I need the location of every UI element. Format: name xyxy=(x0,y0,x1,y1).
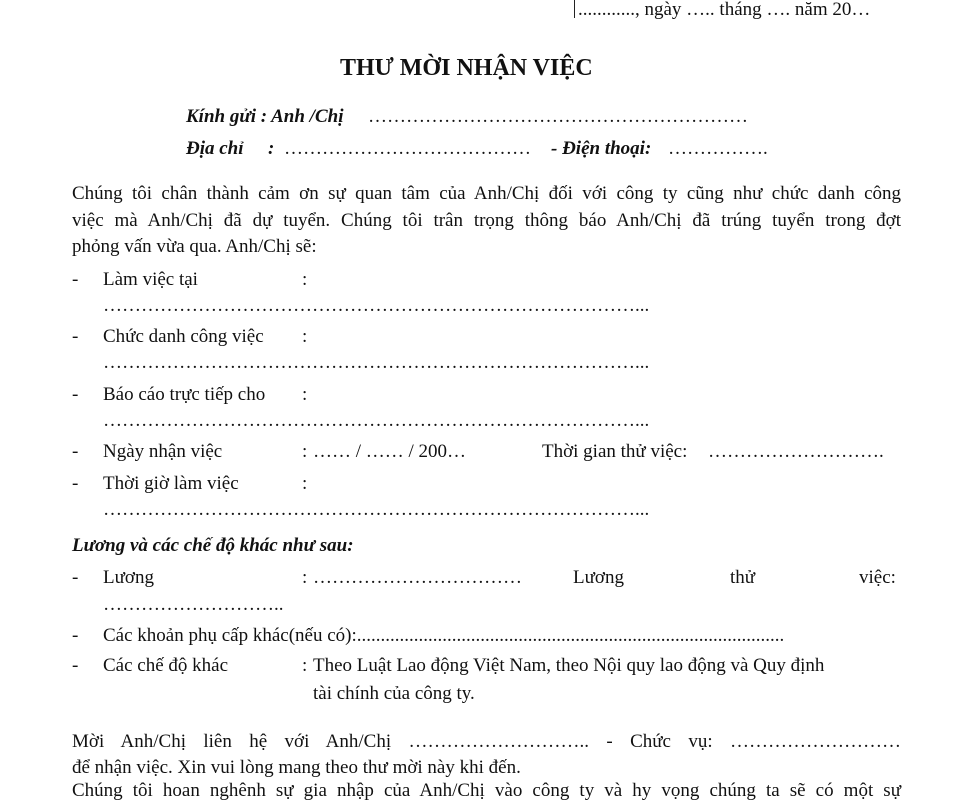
other-benefits-value-2: tài chính của công ty. xyxy=(313,683,475,704)
start-date-label: Ngày nhận việc xyxy=(103,441,223,462)
bullet-dash: - xyxy=(72,473,79,494)
workplace-dots: …………………………………………………………………………... xyxy=(103,295,650,316)
bullet-dash: - xyxy=(72,326,79,347)
report-to-label: Báo cáo trực tiếp cho xyxy=(103,384,266,405)
contact-line-1: Mời Anh/Chị liên hệ với Anh/Chị ……………………….. - Chức vụ: ……………………… xyxy=(72,731,901,752)
bullet-dash: - xyxy=(72,269,79,290)
probation-salary-word-2: thử xyxy=(730,567,756,588)
salary-label: Lương xyxy=(103,567,154,588)
intro-line-3: phỏng vấn vừa qua. Anh/Chị sẽ: xyxy=(72,236,317,257)
contact-line-2: để nhận việc. Xin vui lòng mang theo thư mời này khi đến. xyxy=(72,757,521,778)
hours-colon: : xyxy=(302,473,308,494)
bullet-dash: - xyxy=(72,567,79,588)
salary-dots: …………………………… xyxy=(313,567,522,588)
probation-salary-word-1: Lương xyxy=(573,567,624,588)
hours-label: Thời giờ làm việc xyxy=(103,473,239,494)
probation-dots: ………………………. xyxy=(708,441,884,462)
other-benefits-label: Các chế độ khác xyxy=(103,655,229,676)
job-title-colon: : xyxy=(302,326,308,347)
salary-heading: Lương và các chế độ khác như sau: xyxy=(72,535,354,556)
probation-label: Thời gian thử việc: xyxy=(542,441,688,462)
hours-dots: …………………………………………………………………………... xyxy=(103,499,650,520)
job-title-dots: …………………………………………………………………………... xyxy=(103,352,650,373)
job-title-label: Chức danh công việc xyxy=(103,326,264,347)
phone-dots: ……………. xyxy=(668,138,768,159)
bullet-dash: - xyxy=(72,384,79,405)
workplace-colon: : xyxy=(302,269,308,290)
bullet-dash: - xyxy=(72,625,79,646)
address-dots: ………………………………… xyxy=(284,138,531,159)
date-line: ............, ngày ….. tháng …. năm 20… xyxy=(578,0,871,20)
other-benefits-value-1: Theo Luật Lao động Việt Nam, theo Nội quy lao động và Quy định xyxy=(313,655,825,676)
recipient-dots: …………………………………………………… xyxy=(368,106,748,127)
address-label: Địa chỉ xyxy=(186,138,244,159)
document-title: THƯ MỜI NHẬN VIỆC xyxy=(340,55,593,81)
bullet-dash: - xyxy=(72,655,79,676)
probation-salary-word-3: việc: xyxy=(859,567,896,588)
allowance-line: Các khoản phụ cấp khác(nếu có):.......................................................................................... xyxy=(103,625,785,646)
report-to-dots: …………………………………………………………………………... xyxy=(103,410,650,431)
intro-line-2: việc mà Anh/Chị đã dự tuyển. Chúng tôi trân trọng thông báo Anh/Chị đã trúng tuyển trong đợt xyxy=(72,210,901,231)
salary-colon: : xyxy=(302,567,308,588)
start-date-value: …… / …… / 200… xyxy=(313,441,467,462)
probation-salary-dots: ……………………….. xyxy=(103,594,284,615)
intro-line-1: Chúng tôi chân thành cảm ơn sự quan tâm của Anh/Chị đối với công ty cũng như chức danh công xyxy=(72,183,901,204)
workplace-label: Làm việc tại xyxy=(103,269,198,290)
start-date-colon: : xyxy=(302,441,308,462)
other-benefits-colon: : xyxy=(302,655,308,676)
phone-label: - Điện thoại: xyxy=(551,138,652,159)
report-to-colon: : xyxy=(302,384,308,405)
contact-line-3: Chúng tôi hoan nghênh sự gia nhập của Anh/Chị vào công ty và hy vọng chúng ta sẽ có một sự xyxy=(72,780,901,801)
text-cursor xyxy=(574,0,575,18)
recipient-label: Kính gửi : Anh /Chị xyxy=(186,106,344,127)
address-colon: : xyxy=(268,138,275,159)
bullet-dash: - xyxy=(72,441,79,462)
